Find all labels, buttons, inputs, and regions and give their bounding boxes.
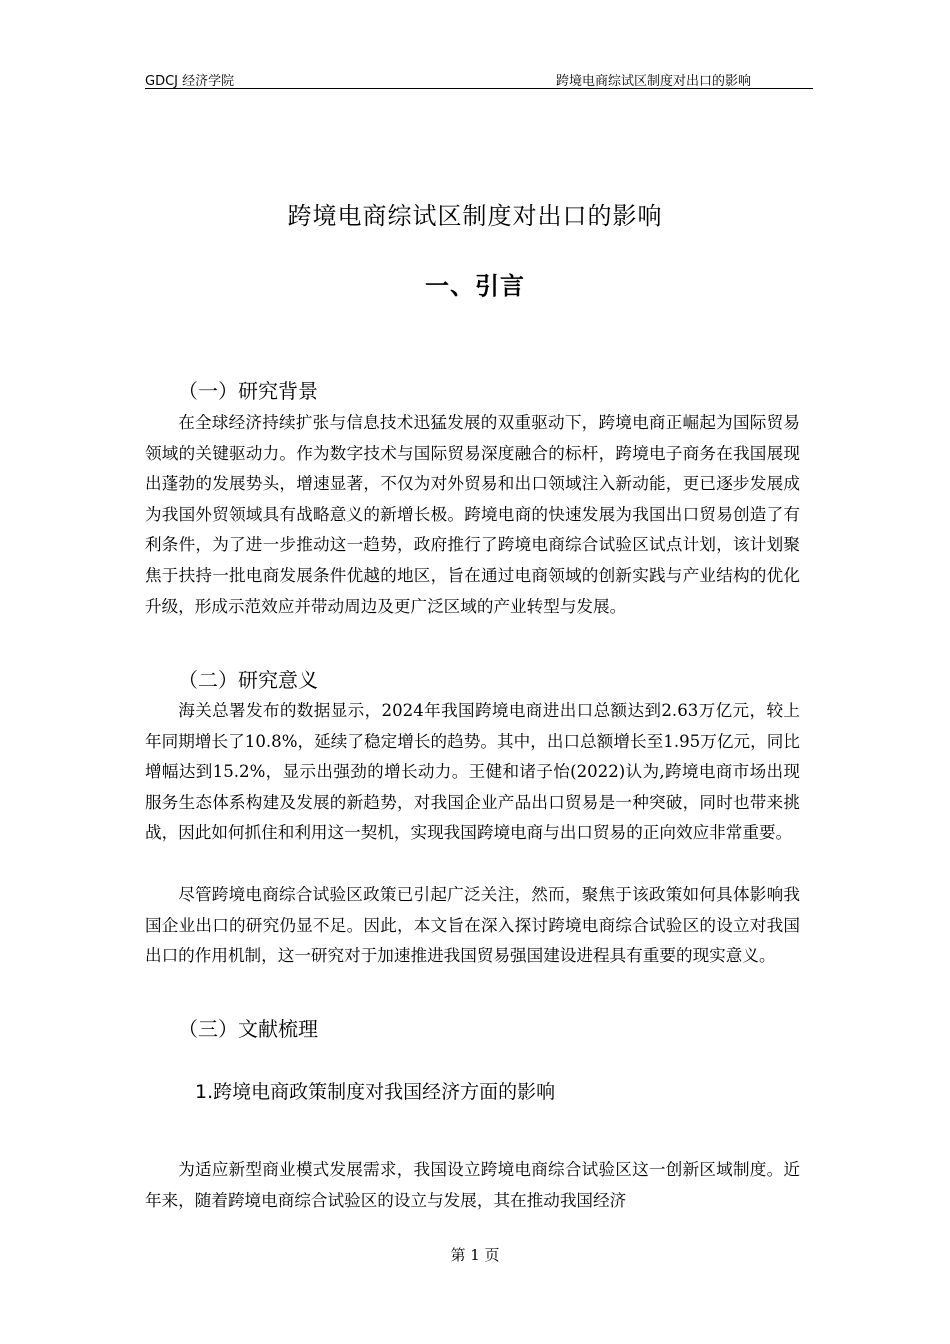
running-header xyxy=(145,68,813,89)
section-heading-literature: （三）文献梳理 xyxy=(178,1017,318,1041)
section-heading-background: （一）研究背景 xyxy=(178,379,318,403)
paper-title: 跨境电商综试区制度对出口的影响 xyxy=(287,202,663,230)
subsection-heading-policy-impact: 1.跨境电商政策制度对我国经济方面的影响 xyxy=(195,1081,556,1103)
page-number: 第 1 页 xyxy=(450,1246,500,1264)
header-short-title: 跨境电商综试区制度对出口的影响 xyxy=(555,74,751,89)
chapter-heading: 一、引言 xyxy=(425,272,525,300)
header-institution: GDCJ 经济学院 xyxy=(145,74,235,89)
paragraph-literature: 为适应新型商业模式发展需求，我国设立跨境电商综合试验区这一创新区域制度。近年来，随着跨境电商综合试验区的设立与发展，其在推动我国经济 xyxy=(145,1160,800,1210)
paragraph-background: 在全球经济持续扩张与信息技术迅猛发展的双重驱动下，跨境电商正崛起为国际贸易领域的关键驱动力。作为数字技术与国际贸易深度融合的标杆，跨境电子商务在我国展现出蓬勃的发展势头，增速显著，不仅为对外贸易和出口领域注入新动能，更已逐步发展成为我国外贸领域具有战略意义的新增长极。跨境电商的快速发展为我国出口贸易创造了有利条件，为了进一步推动这一趋势，政府推行了跨境电商综合试验区试点计划，该计划聚焦于扶持一批电商发展条件优越的地区，旨在通过电商领域的创新实践与产业结构的优化升级，形成示范效应并带动周边及更广泛区域的产业转型与发展。 xyxy=(145,413,800,616)
paragraph-significance-2: 尽管跨境电商综合试验区政策已引起广泛关注，然而，聚焦于该政策如何具体影响我国企业出口的研究仍显不足。因此，本文旨在深入探讨跨境电商综合试验区的设立对我国出口的作用机制，这一研究对于加速推进我国贸易强国建设进程具有重要的现实意义。 xyxy=(145,885,800,966)
paragraph-significance-1: 海关总署发布的数据显示，2024年我国跨境电商进出口总额达到2.63万亿元，较上年同期增长了10.8%，延续了稳定增长的趋势。其中，出口总额增长至1.95万亿元，同比增幅达到15.2%，显示出强劲的增长动力。王健和诸子怡(2022)认为,跨境电商市场出现服务生态体系构建及发展的新趋势，对我国企业产品出口贸易是一种突破，同时也带来挑战，因此如何抓住和利用这一契机，实现我国跨境电商与出口贸易的正向效应非常重要。 xyxy=(145,701,800,843)
section-heading-significance: （二）研究意义 xyxy=(178,668,318,692)
